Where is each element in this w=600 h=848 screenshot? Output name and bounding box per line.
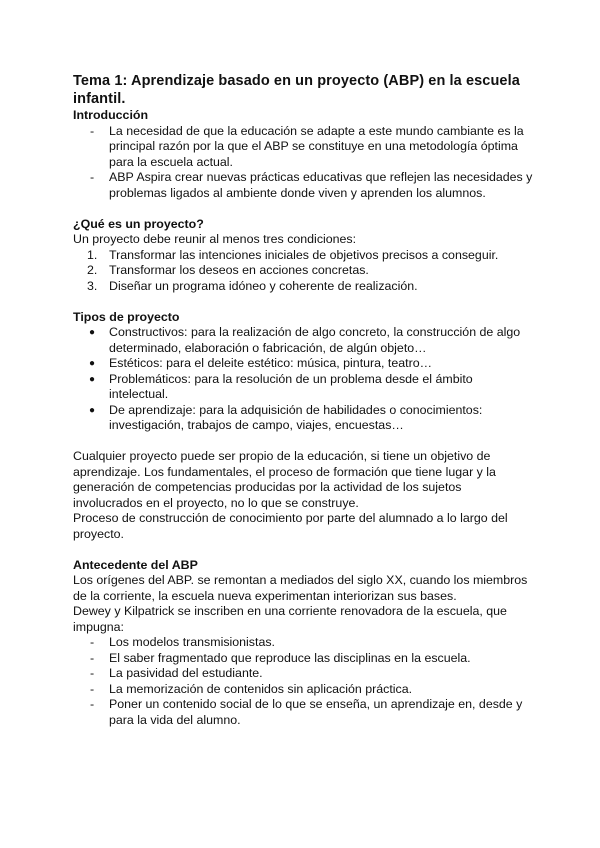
list-item: - La necesidad de que la educación se adapte a este mundo cambiante es la principal razón por la que el ABP se constituye en una metodología óptima para la escuela actual. xyxy=(90,123,524,169)
intro-heading: Introducción xyxy=(73,108,149,122)
que-es-list xyxy=(73,248,533,295)
list-item: 3. Diseñar un programa idóneo y coherente de realización. xyxy=(87,278,418,293)
list-item: - Poner un contenido social de lo que se enseña, un aprendizaje en, desde y para la vida del alumno. xyxy=(90,697,523,727)
list-item: ● Problemáticos: para la resolución de un problema desde el ámbito intelectual. xyxy=(89,371,473,401)
antecedente-paragraph-2: Dewey y Kilpatrick se inscriben en una corriente renovadora de la escuela, que impugna: xyxy=(73,604,507,634)
antecedente-paragraph-1: Los orígenes del ABP. se remontan a mediados del siglo XX, cuando los miembros de la corriente, la escuela nueva experimentan interiorizan sus bases. xyxy=(73,573,528,603)
tipos-paragraph-2: Proceso de construcción de conocimiento por parte del alumnado a lo largo del proyecto. xyxy=(73,511,508,541)
tipos-heading: Tipos de proyecto xyxy=(73,309,180,324)
antecedente-heading: Antecedente del ABP xyxy=(73,557,198,572)
intro-list xyxy=(73,124,533,202)
antecedente-list xyxy=(73,635,533,728)
list-item: ● De aprendizaje: para la adquisición de habilidades o conocimientos: investigación, trabajos de campo, viajes, encuestas… xyxy=(89,402,483,432)
list-item: ● Estéticos: para el deleite estético: música, pintura, teatro… xyxy=(89,356,433,370)
tipos-paragraph-1: Cualquier proyecto puede ser propio de la educación, si tiene un objetivo de aprendizaje. Los fundamentales, el proceso de formación que tiene lugar y la generación de competencias producidas por la actividad de los sujetos involucrados en el proyecto, no lo que se construye. xyxy=(73,449,496,510)
list-item: - El saber fragmentado que reproduce las disciplinas en la escuela. xyxy=(90,650,471,665)
tipos-list xyxy=(73,325,533,434)
que-es-heading: ¿Qué es un proyecto? xyxy=(73,216,204,231)
list-item: - Los modelos transmisionistas. xyxy=(90,635,275,649)
list-item: - La memorización de contenidos sin aplicación práctica. xyxy=(90,681,413,696)
list-item: - ABP Aspira crear nuevas prácticas educativas que reflejen las necesidades y problemas ligados al ambiente donde viven y aprenden los alumnos. xyxy=(90,170,533,200)
list-item: ● Constructivos: para la realización de algo concreto, la construcción de algo determinado, elaboración o fabricación, de algún objeto… xyxy=(89,325,521,355)
document-title: Tema 1: Aprendizaje basado en un proyecto (ABP) en la escuela infantil. xyxy=(73,73,520,107)
que-es-lead: Un proyecto debe reunir al menos tres condiciones: xyxy=(73,232,357,246)
document-page xyxy=(73,72,533,728)
list-item: 1. Transformar las intenciones iniciales de objetivos precisos a conseguir. xyxy=(87,247,499,262)
list-item: 2. Transformar los deseos en acciones concretas. xyxy=(87,263,369,277)
list-item: - La pasividad del estudiante. xyxy=(90,666,263,680)
